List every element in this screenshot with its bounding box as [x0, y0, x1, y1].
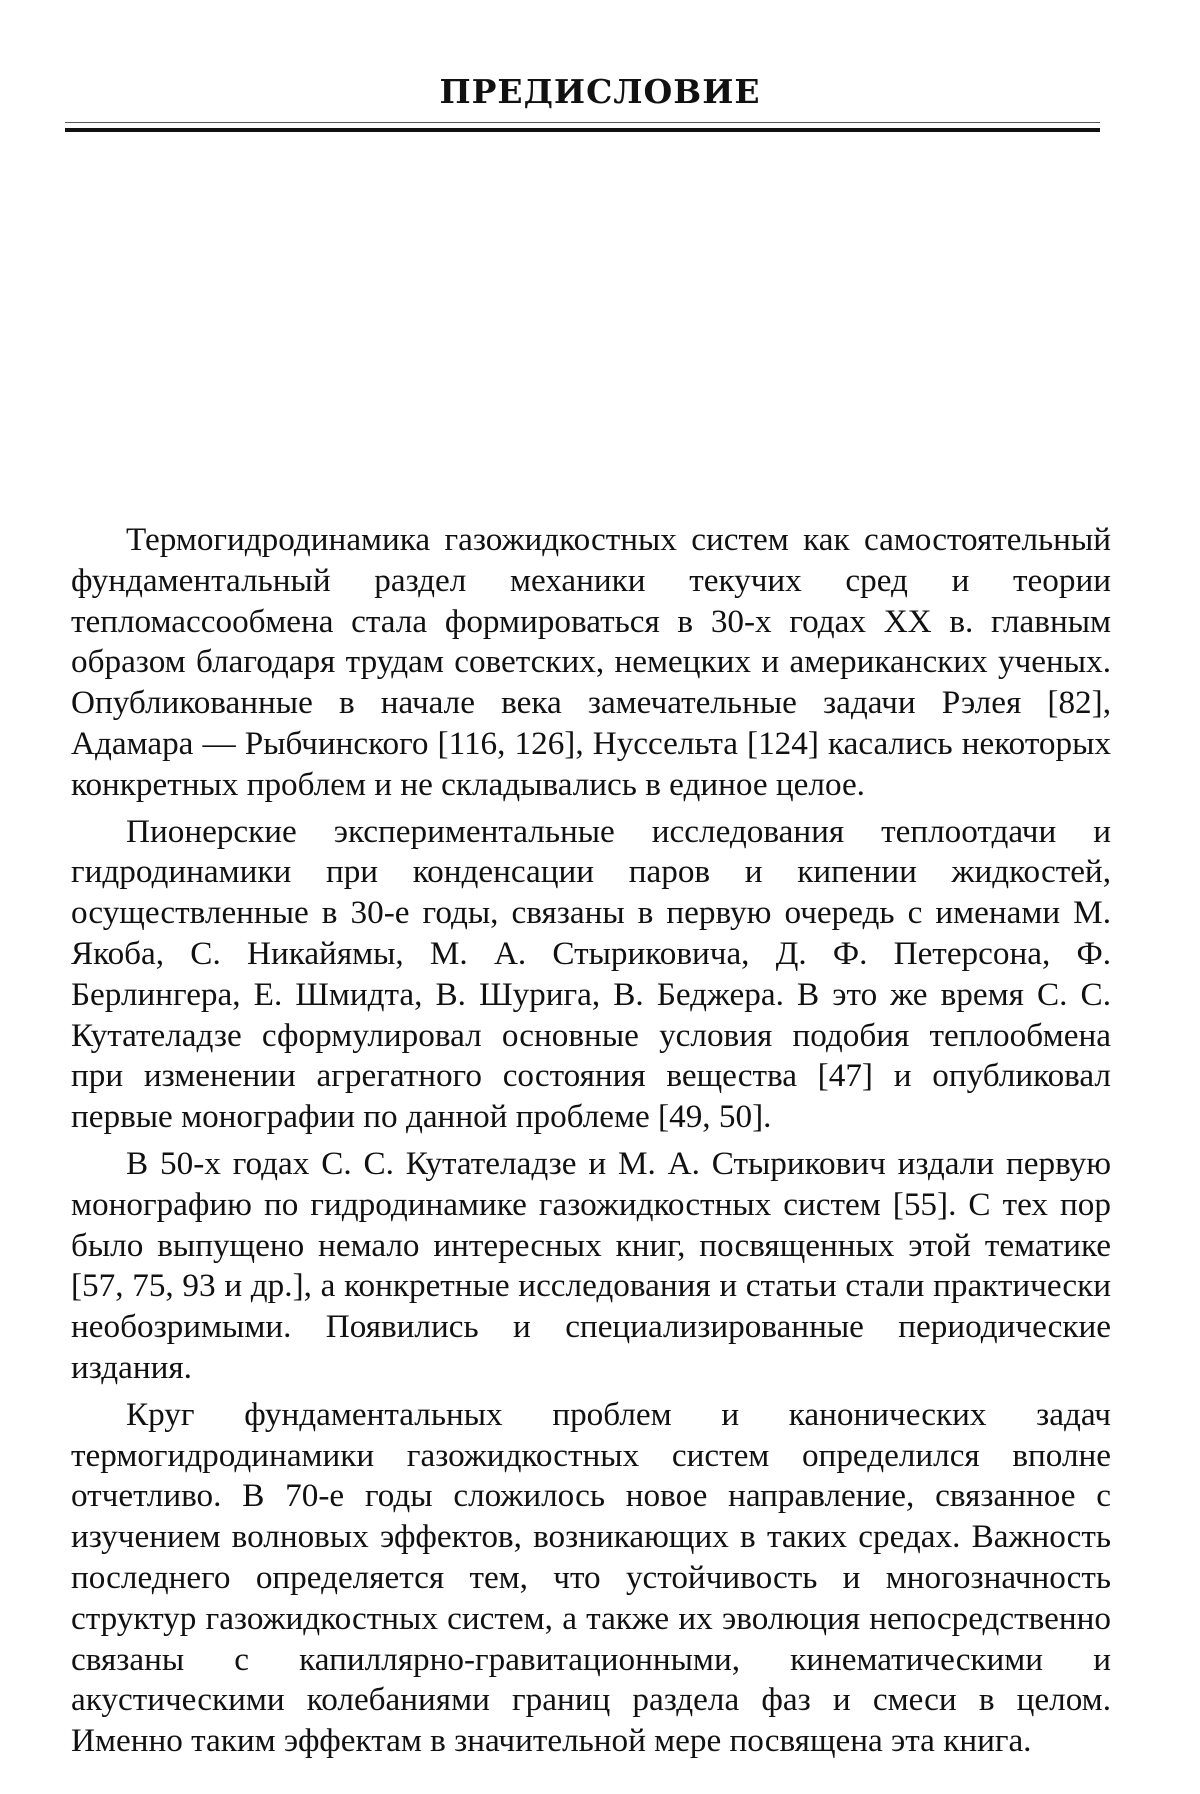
- paragraph-3: В 50-х годах С. С. Кутателадзе и М. А. Стырикович издали первую монографию по гидродинамике газожидкостных систем [55]. С тех пор было выпущено немало интересных книг, посвященных этой тематике [57, 75, 93 и др.], а конкретные исследования и статьи стали практически необозримыми. Появились и специализированные периодические издания.: [71, 1144, 1111, 1386]
- paragraph-1: Термогидродинамика газожидкостных систем как самостоятельный фундаментальный раздел механики текучих сред и теории тепломассообмена стала формироваться в 30-х годах XX в. главным образом благодаря трудам советских, немецких и американских ученых. Опубликованные в начале века замечательные задачи Рэлея [82], Адамара — Рыбчинского [116, 126], Нуссельта [124] касались некоторых конкретных проблем и не складывались в единое целое.: [71, 521, 1111, 803]
- paragraph-4: Круг фундаментальных проблем и канонических задач термогидродинамики газожидкостных систем определился вполне отчетливо. В 70-е годы сложилось новое направление, связанное с изучением волновых эффектов, возникающих в таких средах. Важность последнего определяется тем, что устойчивость и многозначность структур газожидкостных систем, а также их эволюция непосредственно связаны с капиллярно-гравитационными, кинематическими и акустическими колебаниями границ раздела фаз и смеси в целом. Именно таким эффектам в значительной мере посвящена эта книга.: [71, 1395, 1111, 1760]
- body-text: [71, 520, 1111, 1768]
- paragraph-2: Пионерские экспериментальные исследования теплоотдачи и гидродинамики при конденсации паров и кипении жидкостей, осуществленные в 30-е годы, связаны в первую очередь с именами М. Якоба, С. Никайямы, М. А. Стыриковича, Д. Ф. Петерсона, Ф. Берлингера, Е. Шмидта, В. Шурига, В. Беджера. В это же время С. С. Кутателадзе сформулировал основные условия подобия теплообмена при изменении агрегатного состояния вещества [47] и опубликовал первые монографии по данной проблеме [49, 50].: [71, 812, 1111, 1136]
- page-heading: ПРЕДИСЛОВИЕ: [439, 72, 761, 111]
- heading-rule-thin: [65, 122, 1100, 123]
- heading-rule: [65, 128, 1100, 132]
